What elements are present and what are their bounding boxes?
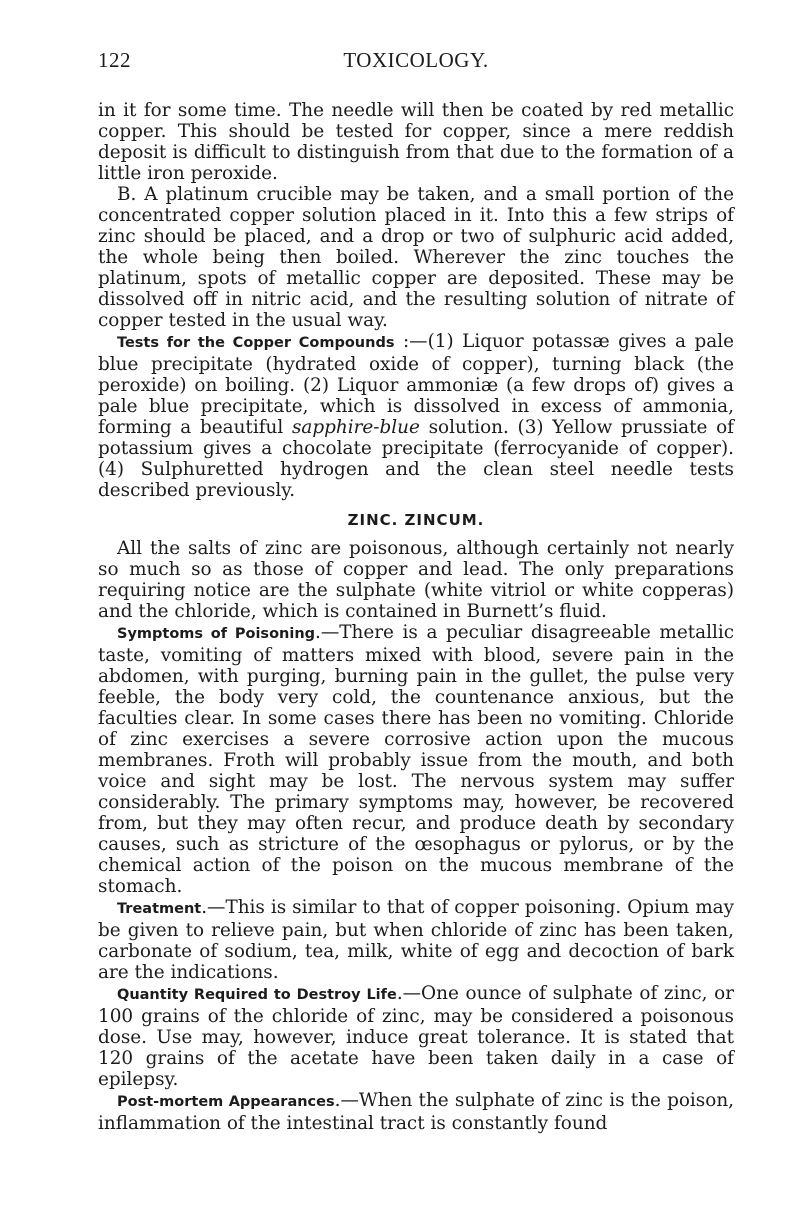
copper-tests-text-b: solution. (3) Yellow prussiate of potassium gives a chocolate precipitate (ferrocyanide of copper). (4) Sulphuretted hydrogen and the clean steel needle tests described previously. xyxy=(98,417,734,501)
subheading-quantity: Quantity Required to Destroy Life xyxy=(117,987,397,1003)
symptoms-text: .—There is a peculiar disagreeable metallic taste, vomiting of matters mixed with blood, severe pain in the abdomen, with purging, burning pain in the gullet, the pulse very feeble, the body very cold, the countenance anxious, but the faculties clear. In some cases there has been no vomiting. Chloride of zinc exercises a severe corrosive action upon the mucous membranes. Froth will probably issue from the mouth, and both voice and sight may be lost. The nervous system may suffer considerably. The primary symptoms may, however, be recovered from, but they may often recur, and produce death by secondary causes, such as stricture of the œsophagus or pylorus, or by the chemical action of the poison on the mucous membrane of the stomach. xyxy=(98,622,735,897)
page-header xyxy=(98,36,734,80)
paragraph-symptoms xyxy=(98,622,734,897)
subheading-post-mortem: Post-mortem Appearances xyxy=(117,1094,335,1110)
paragraph-platinum-crucible: B. A platinum crucible may be taken, and a small portion of the concentrated copper solution placed in it. Into this a few strips of zinc should be placed, and a drop or two of sulphuric acid added, the whole being then boiled. Wherever the zinc touches the platinum, spots of metallic copper are deposited. These may be dissolved off in nitric acid, and the resulting solution of nitrate of copper tested in the usual way. xyxy=(98,184,734,331)
paragraph-post-mortem xyxy=(98,1090,734,1134)
subheading-treatment: Treatment xyxy=(117,901,202,917)
page-number: 122 xyxy=(98,48,131,72)
treatment-text: .—This is similar to that of copper poisoning. Opium may be given to relieve pain, but when chloride of zinc has been taken, carbonate of sodium, tea, milk, white of egg and decoction of bark are the indications. xyxy=(98,897,734,983)
paragraph-zinc-salts: All the salts of zinc are poisonous, although certainly not nearly so much so as those of copper and lead. The only preparations requiring notice are the sulphate (white vitriol or white copperas) and the chloride, which is contained in Burnett’s fluid. xyxy=(98,538,734,622)
paragraph-quantity xyxy=(98,983,734,1090)
quantity-text: .—One ounce of sulphate of zinc, or 100 grains of the chloride of zinc, may be considered a poisonous dose. Use may, however, induce great tolerance. It is stated that 120 grains of the acetate have been taken daily in a case of epilepsy. xyxy=(98,983,735,1090)
copper-tests-emphasis: sapphire-blue xyxy=(291,417,420,438)
book-page xyxy=(98,36,734,1134)
paragraph-copper-tests xyxy=(98,331,734,501)
paragraph-continuation: in it for some time. The needle will then be coated by red metallic copper. This should be tested for copper, since a mere reddish deposit is difficult to distinguish from that due to the formation of a little iron peroxide. xyxy=(98,100,734,184)
body-text xyxy=(98,100,734,1134)
subheading-copper-tests: Tests for the Copper Compounds xyxy=(117,335,395,351)
subheading-symptoms: Symptoms of Poisoning xyxy=(117,626,316,642)
copper-tests-text-a: :—(1) Liquor potassæ gives a pale blue precipitate (hydrated oxide of copper), turning black (the peroxide) on boiling. (2) Liquor ammoniæ (a few drops of) gives a pale blue precipitate, which is dissolved in excess of ammonia, forming a beautiful xyxy=(98,331,735,438)
paragraph-treatment xyxy=(98,897,734,983)
section-title-zinc: ZINC. ZINCUM. xyxy=(347,511,485,529)
running-title: TOXICOLOGY. xyxy=(343,48,489,72)
post-mortem-text: .—When the sulphate of zinc is the poison, inflammation of the intestinal tract is constantly found xyxy=(98,1090,735,1134)
